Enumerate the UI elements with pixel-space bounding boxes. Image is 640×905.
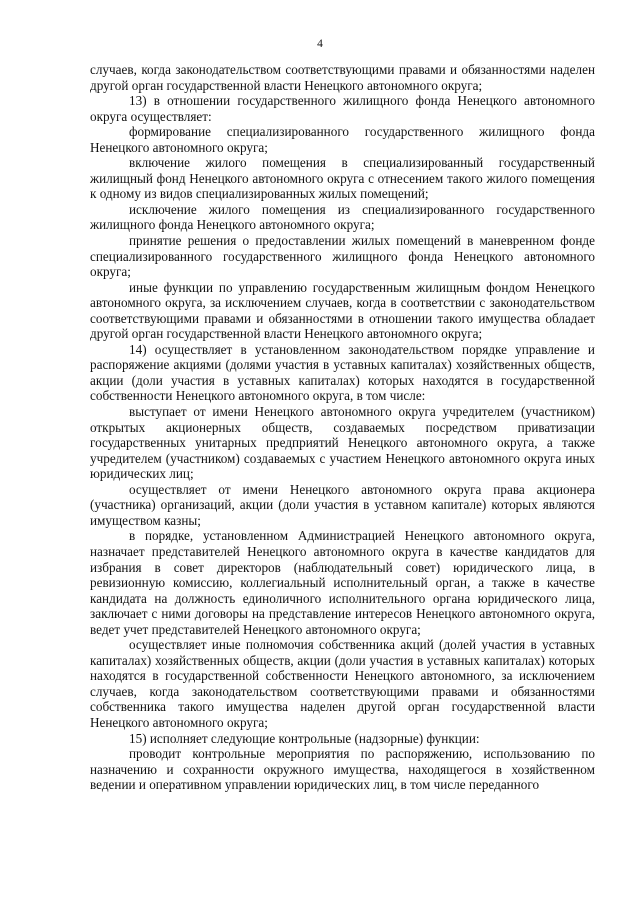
paragraph: осуществляет иные полномочия собственника акций (долей участия в уставных капиталах) хозяйственных обществ, акции (доли участия в уставных капиталах) которых находятся в государственной собственности Ненецкого автономного, за исключением случаев, когда законодательством соответствующими правами и обязанностями собственника такого имущества наделен другой орган государственной власти Ненецкого автономного округа; bbox=[90, 637, 595, 730]
paragraph: исключение жилого помещения из специализированного государственного жилищного фонда Ненецкого автономного округа; bbox=[90, 201, 595, 233]
paragraph: 13) в отношении государственного жилищного фонда Ненецкого автономного округа осуществляет: bbox=[90, 93, 595, 124]
page-number: 4 bbox=[317, 38, 323, 50]
paragraph: случаев, когда законодательством соответствующими правами и обязанностями наделен другой орган государственной власти Ненецкого автономного округа; bbox=[90, 62, 595, 93]
paragraph: принятие решения о предоставлении жилых помещений в маневренном фонде специализированного государственного жилищного фонда Ненецкого автономного округа; bbox=[90, 233, 595, 280]
paragraph: включение жилого помещения в специализированный государственный жилищный фонд Ненецкого автономного округа с отнесением такого жилого помещения к одному из видов специализированных жилых помещений; bbox=[90, 155, 595, 202]
paragraph: выступает от имени Ненецкого автономного округа учредителем (участником) открытых акционерных обществ, создаваемых посредством приватизации государственных унитарных предприятий Ненецкого автономного округа, а также учредителем (участником) создаваемых с участием Ненецкого автономного округа иных юридических лиц; bbox=[90, 404, 595, 482]
document-body bbox=[90, 62, 595, 793]
paragraph: проводит контрольные мероприятия по распоряжению, использованию по назначению и сохранности окружного имущества, находящегося в хозяйственном ведении и оперативном управлении юридических лиц, в том числе переданного bbox=[90, 746, 595, 793]
paragraph: 14) осуществляет в установленном законодательством порядке управление и распоряжение акциями (долями участия в уставных капиталах) хозяйственных обществ, акции (доли участия в уставных капиталах) которых находятся в государственной собственности Ненецкого автономного округа, в том числе: bbox=[90, 341, 595, 404]
paragraph: иные функции по управлению государственным жилищным фондом Ненецкого автономного округа, за исключением случаев, когда в соответствии с законодательством соответствующими правами и обязанностями в отношении такого имущества обладает другой орган государственной власти Ненецкого автономного округа; bbox=[90, 279, 595, 342]
paragraph: 15) исполняет следующие контрольные (надзорные) функции: bbox=[129, 730, 480, 746]
paragraph: формирование специализированного государственного жилищного фонда Ненецкого автономного округа; bbox=[90, 124, 595, 155]
paragraph: в порядке, установленном Администрацией Ненецкого автономного округа, назначает представителей Ненецкого автономного округа в качестве кандидатов для избрания в совет директоров (наблюдательный совет) юридического лица, в ревизионную комиссию, коллегиальный исполнительный орган, а также в качестве кандидата на должность единоличного исполнительного органа юридического лица, заключает с ними договоры на представление интересов Ненецкого автономного округа, ведет учет представителей Ненецкого автономного округа; bbox=[90, 528, 595, 637]
paragraph: осуществляет от имени Ненецкого автономного округа права акционера (участника) организаций, акции (доли участия в уставном капитале) которых являются имуществом казны; bbox=[90, 481, 595, 528]
